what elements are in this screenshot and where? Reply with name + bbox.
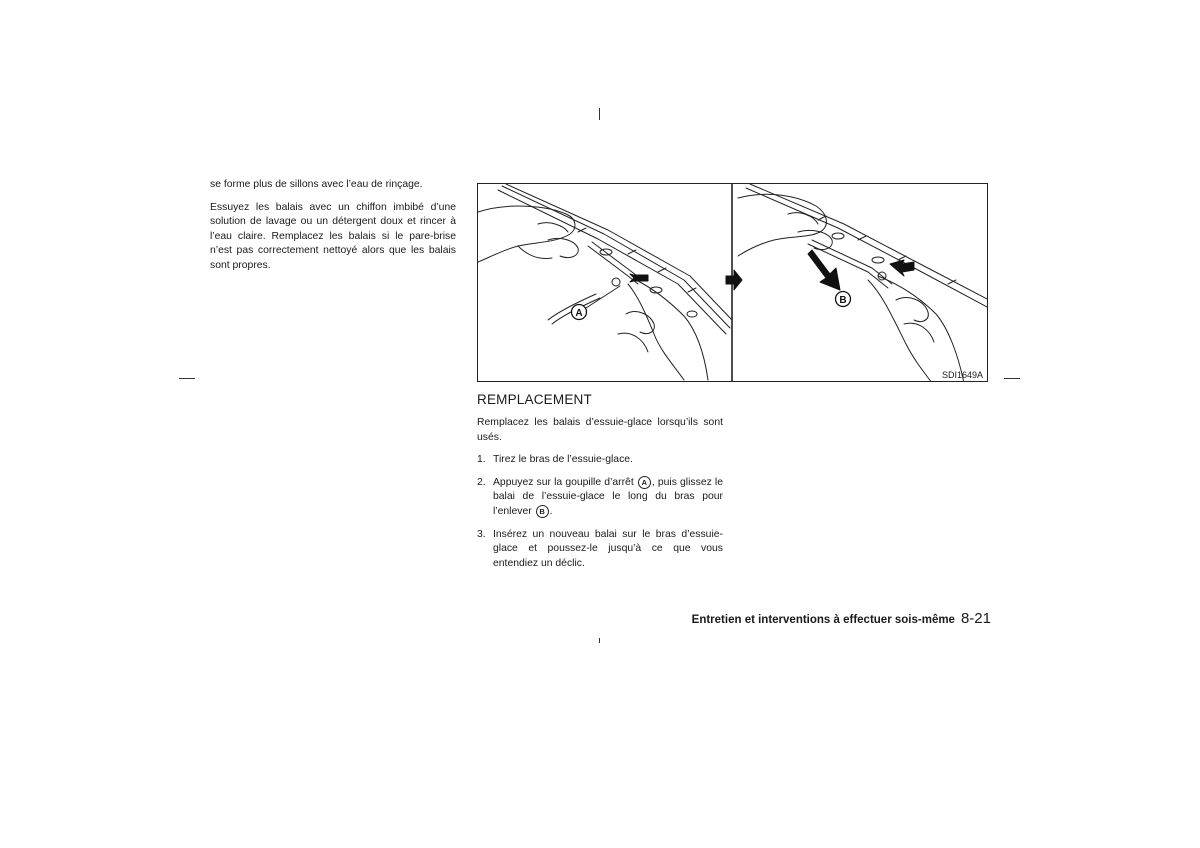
- step-text: Tirez le bras de l’essuie-glace.: [493, 454, 633, 466]
- step-2: [477, 476, 723, 520]
- left-column: [210, 178, 456, 282]
- illustration-drawing: [478, 184, 988, 382]
- wiper-blade-illustration: [477, 183, 988, 382]
- step-number: 1.: [477, 454, 486, 466]
- crop-mark-left: [179, 378, 195, 379]
- left-paragraph-2: Essuyez les balais avec un chiffon imbibé d’une solution de lavage ou un détergent doux et rincer à l’eau claire. Remplacez les balais si le pare-brise n’est pas correctement nettoyé alors que les balais sont propres.: [210, 201, 456, 271]
- callout-a: [572, 305, 587, 320]
- left-paragraph-1: se forme plus de sillons avec l’eau de rinçage.: [210, 179, 423, 190]
- step-text-part: , puis glissez le balai de l’essuie-glace le long du bras pour l’enlever: [493, 476, 723, 517]
- step-1: [477, 453, 723, 468]
- callout-b-label: B: [839, 295, 847, 306]
- right-column: [477, 416, 723, 579]
- ref-b-badge: B: [536, 505, 549, 518]
- callout-a-label: A: [575, 308, 583, 319]
- page-number: 8-21: [960, 610, 991, 627]
- step-number: 3.: [477, 528, 486, 540]
- section-heading: REMPLACEMENT: [477, 392, 592, 407]
- step-number: 2.: [477, 476, 486, 488]
- ref-a-badge: A: [638, 476, 651, 489]
- footer-section-title: Entretien et interventions à effectuer sois-même: [691, 614, 955, 626]
- step-3: [477, 528, 723, 572]
- page-footer: [692, 610, 991, 627]
- figure-code: SDI1649A: [941, 370, 983, 380]
- step-text: [493, 476, 723, 520]
- crop-mark-bottom: [599, 638, 600, 643]
- crop-mark-right: [1004, 378, 1020, 379]
- step-text-part: .: [549, 505, 553, 517]
- callout-b: [836, 292, 851, 307]
- step-text: Insérez un nouveau balai sur le bras d’essuie-glace et poussez-le jusqu’à ce que vous entendiez un déclic.: [493, 528, 723, 569]
- crop-mark-top: [599, 108, 600, 120]
- section-intro: Remplacez les balais d’essuie-glace lorsqu’ils sont usés.: [477, 417, 723, 443]
- step-text-part: Appuyez sur la goupille d’arrêt: [493, 476, 634, 488]
